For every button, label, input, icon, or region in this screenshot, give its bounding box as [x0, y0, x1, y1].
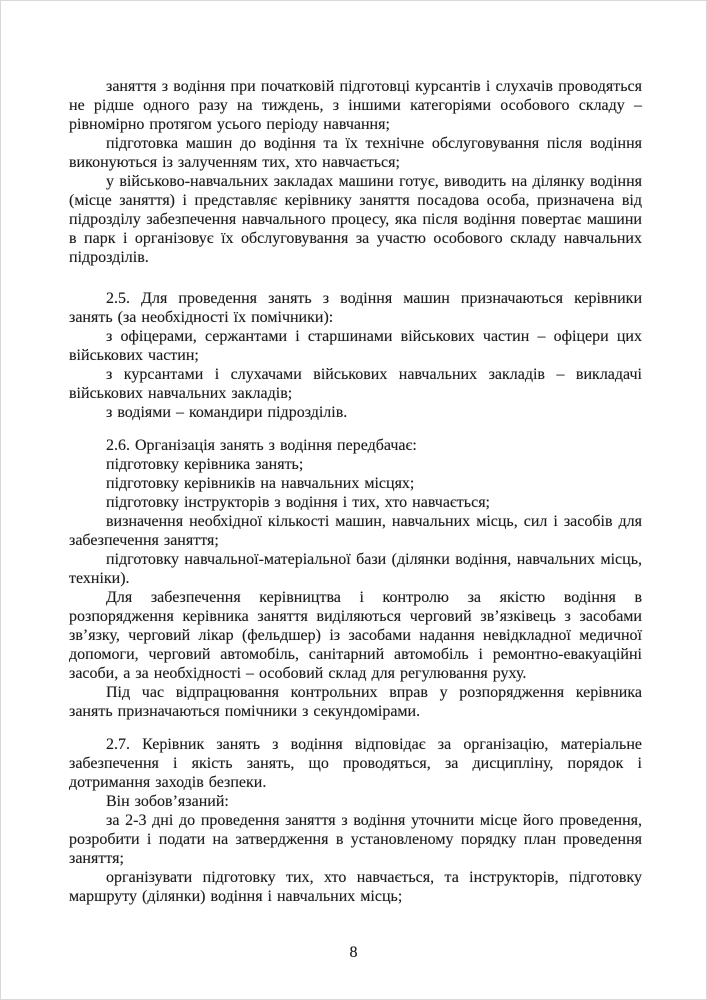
paragraph-leadership-control: Для забезпечення керівництва і контролю за якістю водіння в розпорядження керівника заняття виділяються черговий зв’язківець з засобами зв’язку, черговий лікар (фельдшер) із засобами надання невідкладної медичної допомоги, черговий автомобіль, санітарний автомобіль і ремонтно-евакуаційні засоби, а за необхідності – особовий склад для регулювання руху.: [69, 589, 642, 682]
paragraph-2-3-days-before: за 2-3 дні до проведення заняття з водіння уточнити місце його проведення, розробити і подати на затвердження в установленому порядку план проведення заняття;: [69, 812, 642, 867]
paragraph-military-training-institutions: у військово-навчальних закладах машини готує, виводить на ділянку водіння (місце заняття) і представляє керівнику заняття посадова особа, призначена від підрозділу забезпечення навчального процесу, яка після водіння повертає машини в парк і організовує їх обслуговування за участю особового складу навчальних підрозділів.: [69, 173, 642, 266]
paragraph-organize-preparation: організувати підготовку тих, хто навчається, та інструкторів, підготовку маршруту (ділянки) водіння і навчальних місць;: [69, 869, 642, 905]
paragraph-officers-sergeants: з офіцерами, сержантами і старшинами військових частин – офіцери цих військових частин;: [69, 328, 642, 364]
list-item-material-base: підготовку навчальної-матеріальної бази (ділянки водіння, навчальних місць, техніки).: [69, 551, 642, 587]
paragraph-driving-lessons-frequency: заняття з водіння при початковій підготовці курсантів і слухачів проводяться не рідше одного разу на тиждень, з іншими категоріями особового складу – рівномірно протягом усього періоду навчання;: [69, 78, 642, 133]
page-number: 8: [349, 944, 358, 961]
list-item-leaders-training-places: підготовку керівників на навчальних місцях;: [106, 475, 415, 492]
list-item-leader-preparation: підготовку керівника занять;: [106, 456, 304, 473]
section-2-6-heading-paragraph: 2.6. Організація занять з водіння передбачає:: [106, 437, 417, 454]
paragraph-drivers-commanders: з водіями – командири підрозділів.: [106, 404, 348, 421]
paragraph-cadets-listeners: з курсантами і слухачами військових навчальних закладів – викладачі військових навчальних закладів;: [69, 366, 642, 402]
paragraph-he-is-obliged: Він зобов’язаний:: [106, 793, 229, 810]
section-2-7-heading-paragraph: 2.7. Керівник занять з водіння відповідає за організацію, матеріальне забезпечення і якість занять, що проводяться, за дисципліну, порядок і дотримання заходів безпеки.: [69, 736, 642, 791]
paragraph-machine-preparation: підготовка машин до водіння та їх технічне обслуговування після водіння виконуються із залученням тих, хто навчається;: [69, 135, 642, 171]
section-2-5-heading-paragraph: 2.5. Для проведення занять з водіння машин призначаються керівники занять (за необхідності їх помічники):: [69, 290, 642, 326]
list-item-instructors-preparation: підготовку інструкторів з водіння і тих, хто навчається;: [106, 494, 490, 511]
paragraph-control-exercises: Під час відпрацювання контрольних вправ у розпорядження керівника занять призначаються помічники з секундомірами.: [69, 684, 642, 720]
document-text-block: [69, 77, 642, 906]
list-item-machines-quantity: визначення необхідної кількості машин, навчальних місць, сил і засобів для забезпечення заняття;: [69, 513, 642, 549]
